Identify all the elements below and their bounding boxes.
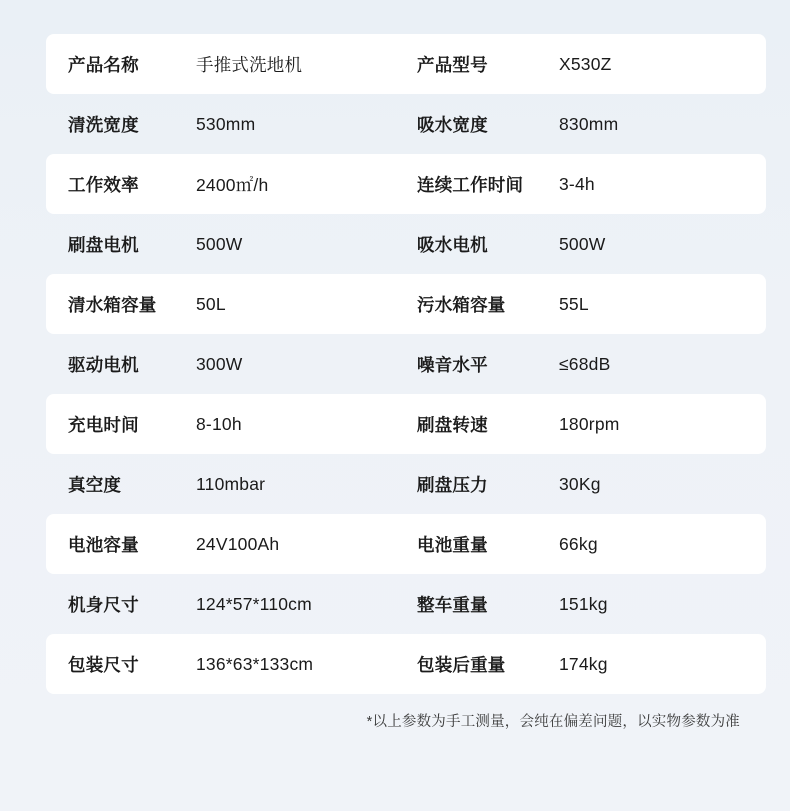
spec-label: 电池重量: [417, 514, 559, 574]
spec-label: 产品型号: [417, 34, 559, 94]
table-row: [46, 34, 766, 94]
spec-value: 124*57*110cm: [196, 593, 312, 614]
spec-label: 产品名称: [46, 34, 196, 94]
spec-value: 830mm: [559, 113, 619, 134]
table-row: [46, 574, 766, 634]
spec-value: 30Kg: [559, 473, 601, 494]
table-row: [46, 334, 766, 394]
spec-label: 工作效率: [46, 154, 196, 214]
spec-value: 66kg: [559, 514, 766, 574]
spec-label: 机身尺寸: [68, 594, 139, 615]
table-row: [46, 94, 766, 154]
spec-value: 300W: [196, 353, 243, 374]
spec-label: 连续工作时间: [417, 154, 559, 214]
spec-value: X530Z: [559, 34, 766, 94]
table-row: [46, 394, 766, 454]
specification-table-body: [46, 34, 766, 694]
measurement-disclaimer: *以上参数为手工测量，会纯在偏差问题，以实物参数为准: [366, 714, 740, 730]
spec-label: 充电时间: [46, 394, 196, 454]
spec-value: 500W: [196, 233, 243, 254]
spec-value: 174kg: [559, 634, 766, 694]
spec-value: 8-10h: [196, 394, 417, 454]
spec-label: 刷盘压力: [417, 474, 488, 495]
table-row: [46, 514, 766, 574]
spec-value: 180rpm: [559, 394, 766, 454]
table-row: [46, 214, 766, 274]
spec-label: 清洗宽度: [68, 114, 139, 135]
spec-label: 整车重量: [417, 594, 488, 615]
spec-value: 151kg: [559, 593, 608, 614]
spec-label: 刷盘电机: [68, 234, 139, 255]
table-row: [46, 454, 766, 514]
spec-label: 包装尺寸: [46, 634, 196, 694]
spec-label: 刷盘转速: [417, 394, 559, 454]
spec-value: 110mbar: [196, 473, 266, 494]
spec-value: 24V100Ah: [196, 514, 417, 574]
table-row: [46, 154, 766, 214]
spec-value: ≤68dB: [559, 353, 611, 374]
spec-label: 真空度: [68, 474, 122, 495]
spec-label: 驱动电机: [68, 354, 139, 375]
spec-label: 污水箱容量: [417, 274, 559, 334]
spec-label: 噪音水平: [417, 354, 488, 375]
spec-label: 清水箱容量: [46, 274, 196, 334]
spec-value: 50L: [196, 274, 417, 334]
spec-label: 吸水电机: [417, 234, 488, 255]
spec-value: 3-4h: [559, 154, 766, 214]
spec-label: 吸水宽度: [417, 114, 488, 135]
table-row: [46, 274, 766, 334]
spec-value: 2400㎡/h: [196, 154, 417, 214]
spec-value: 55L: [559, 274, 766, 334]
spec-value: 手推式洗地机: [196, 34, 417, 94]
spec-label: 包装后重量: [417, 634, 559, 694]
spec-value: 136*63*133cm: [196, 634, 417, 694]
spec-label: 电池容量: [46, 514, 196, 574]
spec-value: 500W: [559, 233, 606, 254]
table-row: [46, 634, 766, 694]
specification-table: [46, 34, 766, 694]
spec-value: 530mm: [196, 113, 256, 134]
